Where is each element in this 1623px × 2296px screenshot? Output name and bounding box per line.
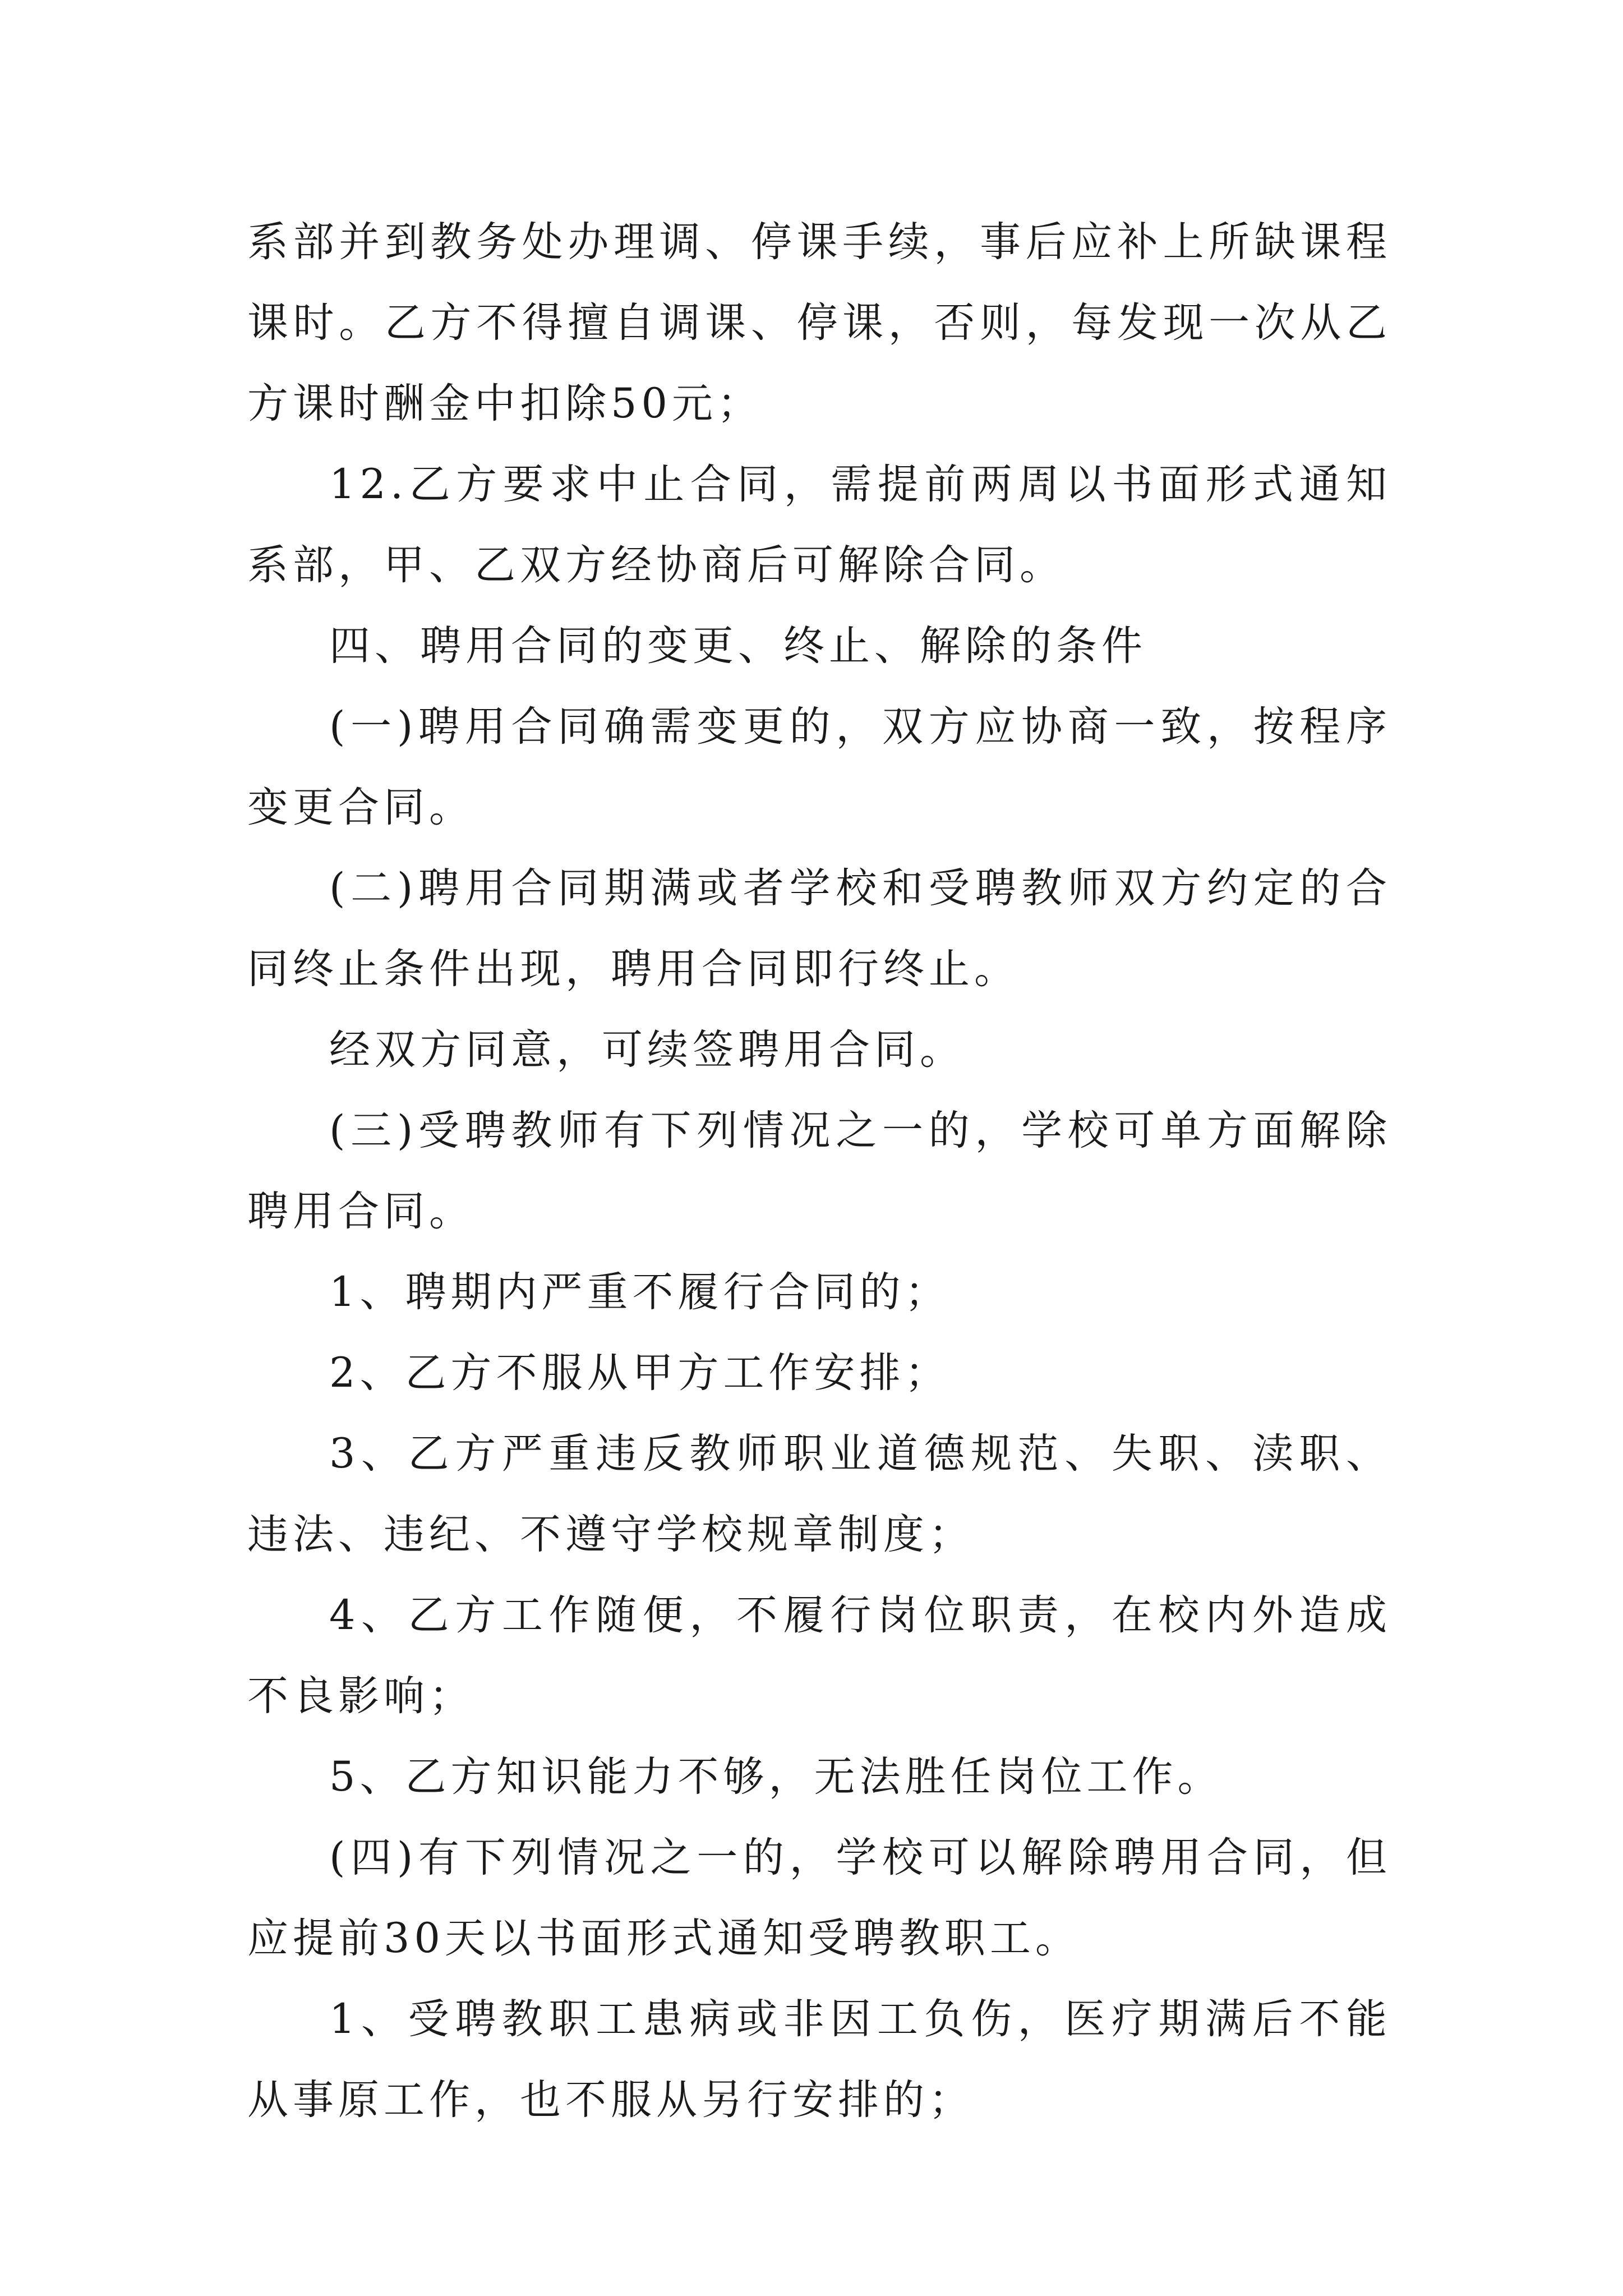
paragraph-item-2: (二)聘用合同期满或者学校和受聘教师双方约定的合同终止条件出现，聘用合同即行终止。 xyxy=(247,864,1391,993)
list-item: 2、乙方不服从甲方工作安排； xyxy=(329,1349,951,1397)
paragraph-item-3: (三)受聘教师有下列情况之一的，学校可单方面解除聘用合同。 xyxy=(247,1107,1391,1235)
list-item: 4、乙方工作随便，不履行岗位职责，在校内外造成不良影响； xyxy=(247,1591,1391,1720)
list-item: 1、受聘教职工患病或非因工负伤，医疗期满后不能从事原工作，也不服从另行安排的； xyxy=(247,1995,1391,2124)
paragraph-item-4: (四)有下列情况之一的，学校可以解除聘用合同，但应提前30天以书面形式通知受聘教职工。 xyxy=(247,1834,1391,1962)
section-heading-4: 四、聘用合同的变更、终止、解除的条件 xyxy=(329,622,1147,670)
list-item: 1、聘期内严重不履行合同的； xyxy=(329,1268,951,1316)
paragraph-item-1: (一)聘用合同确需变更的，双方应协商一致，按程序变更合同。 xyxy=(247,703,1391,831)
paragraph-renewal: 经双方同意，可续签聘用合同。 xyxy=(329,1026,965,1074)
list-item: 3、乙方严重违反教师职业道德规范、失职、渎职、违法、违纪、不遵守学校规章制度； xyxy=(247,1430,1391,1558)
list-item: 5、乙方知识能力不够，无法胜任岗位工作。 xyxy=(329,1753,1223,1801)
document-body xyxy=(247,202,1391,2141)
paragraph-continued: 系部并到教务处办理调、停课手续，事后应补上所缺课程课时。乙方不得擅自调课、停课，否则，每发现一次从乙方课时酬金中扣除50元； xyxy=(247,218,1391,427)
paragraph-clause-12: 12.乙方要求中止合同，需提前两周以书面形式通知系部，甲、乙双方经协商后可解除合同。 xyxy=(247,461,1391,589)
